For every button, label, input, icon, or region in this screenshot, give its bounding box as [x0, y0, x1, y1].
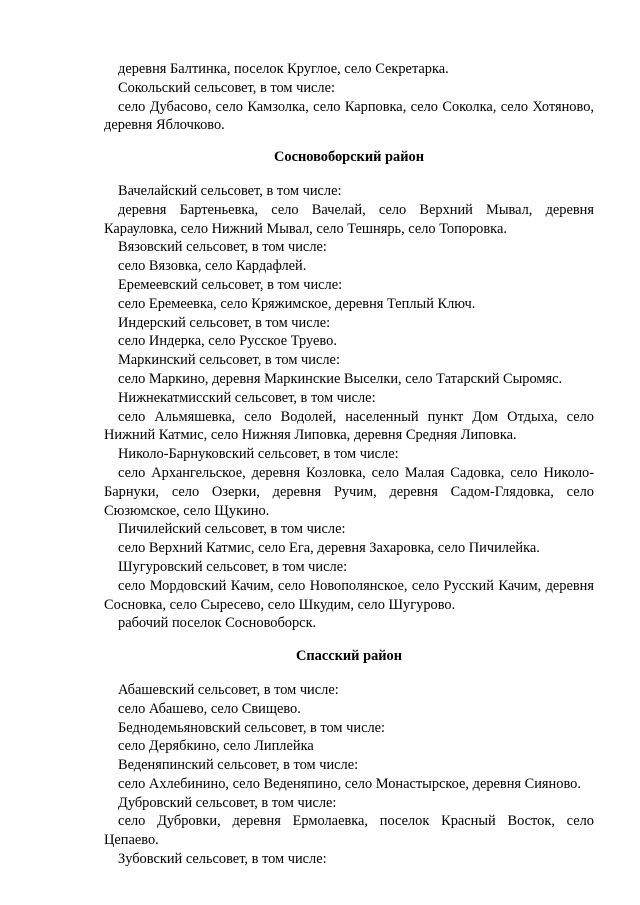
paragraph: село Дубровки, деревня Ермолаевка, поселок Красный Восток, село Цепаево.	[104, 813, 594, 849]
paragraph: рабочий поселок Сосновоборск.	[118, 615, 317, 632]
paragraph: село Ахлебинино, село Веденяпино, село Монастырское, деревня Сияново.	[118, 775, 581, 792]
paragraph: Вязовский сельсовет, в том числе:	[118, 239, 327, 256]
paragraph: село Дубасово, село Камзолка, село Карповка, село Соколка, село Хотяново, деревня Яблочково.	[104, 98, 594, 134]
paragraph: Нижнекатмисский сельсовет, в том числе:	[118, 389, 376, 406]
paragraph: село Верхний Катмис, село Ега, деревня Захаровка, село Пичилейка.	[118, 540, 540, 557]
paragraph: село Абашево, село Свищево.	[118, 700, 301, 717]
paragraph: Пичилейский сельсовет, в том числе:	[118, 521, 346, 538]
paragraph: село Маркино, деревня Маркинские Выселки, село Татарский Сыромяс.	[118, 370, 563, 387]
paragraph: Сокольский сельсовет, в том числе:	[118, 79, 335, 96]
paragraph: село Архангельское, деревня Козловка, село Малая Садовка, село Николо-Барнуки, село Озерки, деревня Ручим, деревня Садом-Глядовка, село Сюзюмское, село Щукино.	[104, 464, 594, 519]
paragraph: Еремеевский сельсовет, в том числе:	[118, 276, 343, 293]
paragraph: Веденяпинский сельсовет, в том числе:	[118, 757, 359, 774]
paragraph: Абашевский сельсовет, в том числе:	[118, 681, 339, 698]
paragraph: село Еремеевка, село Кряжимское, деревня Теплый Ключ.	[118, 295, 476, 312]
paragraph: Индерский сельсовет, в том числе:	[118, 314, 331, 331]
paragraph: Шугуровский сельсовет, в том числе:	[118, 558, 348, 575]
paragraph: деревня Бартеньевка, село Вачелай, село Верхний Мывал, деревня Карауловка, село Нижний Мывал, село Тешнярь, село Топоровка.	[104, 201, 594, 237]
document-page	[104, 60, 594, 869]
section-heading: Спасский район	[295, 648, 403, 665]
paragraph: село Мордовский Качим, село Новополянское, село Русский Качим, деревня Сосновка, село Сыресево, село Шкудим, село Шугурово.	[104, 577, 594, 613]
paragraph: село Индерка, село Русское Труево.	[118, 333, 337, 350]
paragraph: село Альмяшевка, село Водолей, населенный пункт Дом Отдыха, село Нижний Катмис, село Нижняя Липовка, деревня Средняя Липовка.	[104, 408, 594, 444]
paragraph: Николо-Барнуковский сельсовет, в том числе:	[118, 446, 399, 463]
paragraph: деревня Балтинка, поселок Круглое, село Секретарка.	[118, 61, 449, 77]
section-heading: Сосновоборский район	[273, 149, 424, 166]
paragraph: Зубовский сельсовет, в том числе:	[118, 851, 327, 868]
paragraph: Беднодемьяновский сельсовет, в том числе:	[118, 719, 386, 736]
paragraph: Дубровский сельсовет, в том числе:	[118, 794, 337, 811]
paragraph: Вачелайский сельсовет, в том числе:	[118, 182, 342, 199]
paragraph: Маркинский сельсовет, в том числе:	[118, 352, 340, 369]
paragraph: село Дерябкино, село Липлейка	[118, 738, 314, 755]
paragraph: село Вязовка, село Кардафлей.	[118, 258, 307, 275]
